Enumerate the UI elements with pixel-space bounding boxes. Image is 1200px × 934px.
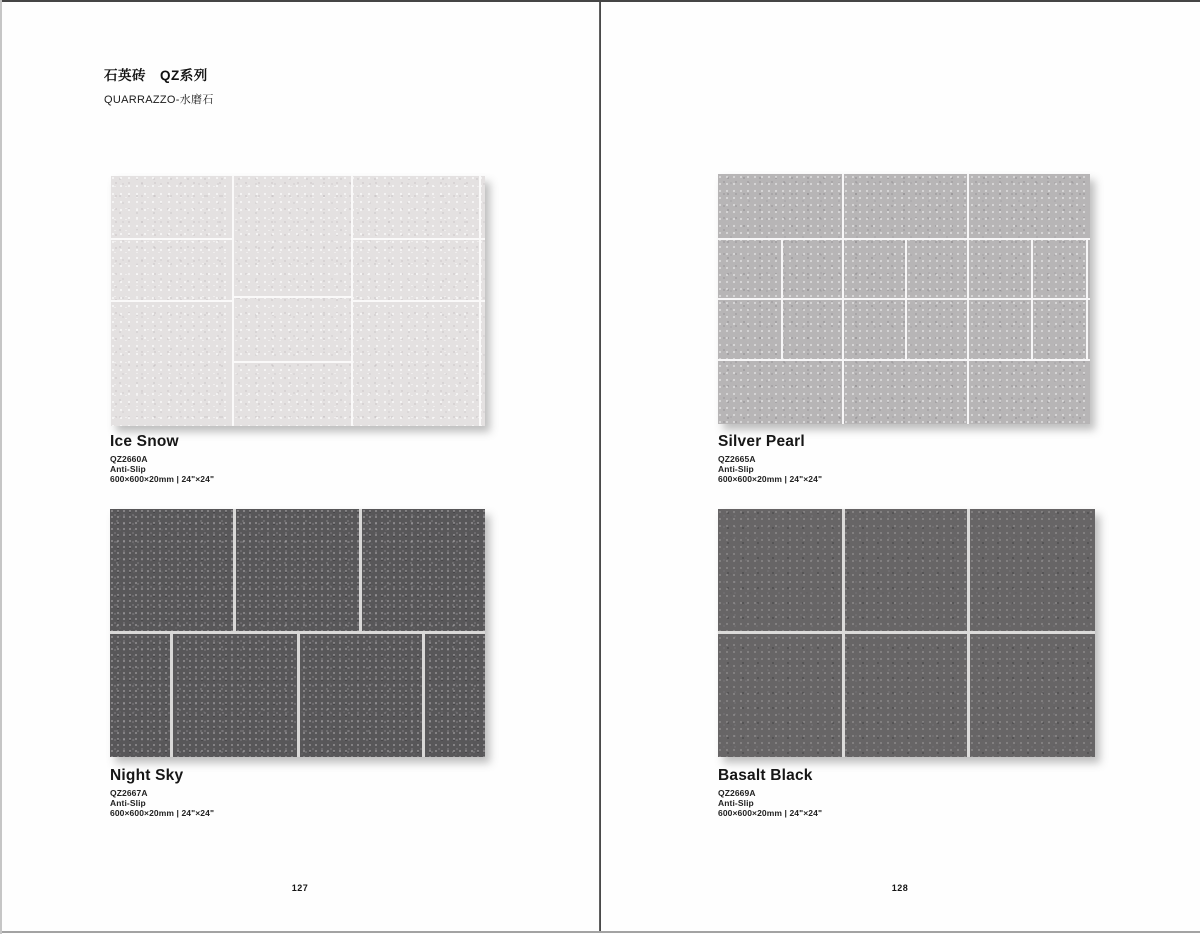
grout-line-horizontal (111, 300, 233, 302)
grout-line-vertical (842, 174, 844, 239)
grout-line-vertical (967, 360, 969, 424)
caption-basalt-black (718, 767, 1018, 818)
page-number-right: 128 (891, 883, 909, 893)
product-finish: Anti-Slip (110, 797, 146, 808)
grout-line-horizontal (718, 238, 1090, 240)
product-finish: Anti-Slip (718, 463, 754, 474)
tile-photo-night-sky (110, 509, 485, 757)
series-header (104, 64, 214, 107)
series-title: 石英砖 QZ系列 (104, 68, 208, 83)
page-right (600, 0, 1200, 934)
product-code: QZ2667A (110, 788, 148, 798)
product-size: 600×600×20mm | 24"×24" (718, 473, 823, 484)
product-name: Basalt Black (718, 767, 813, 784)
tile-photo-basalt-black (718, 509, 1095, 757)
grout-line-horizontal (233, 361, 353, 363)
grout-line-vertical (359, 509, 362, 633)
grout-line-horizontal (718, 631, 1095, 634)
product-name: Silver Pearl (718, 433, 805, 450)
grout-line-horizontal (233, 296, 353, 298)
tile-photo-ice-snow (111, 176, 485, 426)
product-finish: Anti-Slip (110, 463, 146, 474)
grout-line-vertical (842, 360, 844, 424)
series-subtitle: QUARRAZZO-水磨石 (104, 94, 214, 106)
product-name: Night Sky (110, 767, 184, 784)
product-code: QZ2669A (718, 788, 756, 798)
page-number-left: 127 (291, 883, 309, 893)
grout-line-horizontal (111, 238, 233, 240)
product-code: QZ2665A (718, 454, 756, 464)
grout-line-vertical (422, 633, 425, 757)
product-specs (110, 455, 410, 484)
grout-line-horizontal (718, 359, 1090, 361)
caption-ice-snow (110, 433, 410, 484)
grout-line-vertical (967, 174, 969, 239)
product-code: QZ2660A (110, 454, 148, 464)
product-specs (110, 789, 410, 818)
grout-line-horizontal (352, 300, 485, 302)
product-finish: Anti-Slip (718, 797, 754, 808)
tile-photo-silver-pearl (718, 174, 1090, 424)
grout-line-horizontal (352, 238, 485, 240)
caption-night-sky (110, 767, 410, 818)
grout-line-vertical (297, 633, 300, 757)
grout-line-horizontal (718, 298, 1090, 300)
grout-line-horizontal (110, 631, 485, 634)
product-name: Ice Snow (110, 433, 179, 450)
caption-silver-pearl (718, 433, 1018, 484)
product-specs (718, 789, 1018, 818)
product-size: 600×600×20mm | 24"×24" (110, 473, 215, 484)
grout-line-vertical (233, 509, 236, 633)
product-size: 600×600×20mm | 24"×24" (110, 807, 215, 818)
product-specs (718, 455, 1018, 484)
product-size: 600×600×20mm | 24"×24" (718, 807, 823, 818)
grout-line-vertical (170, 633, 173, 757)
